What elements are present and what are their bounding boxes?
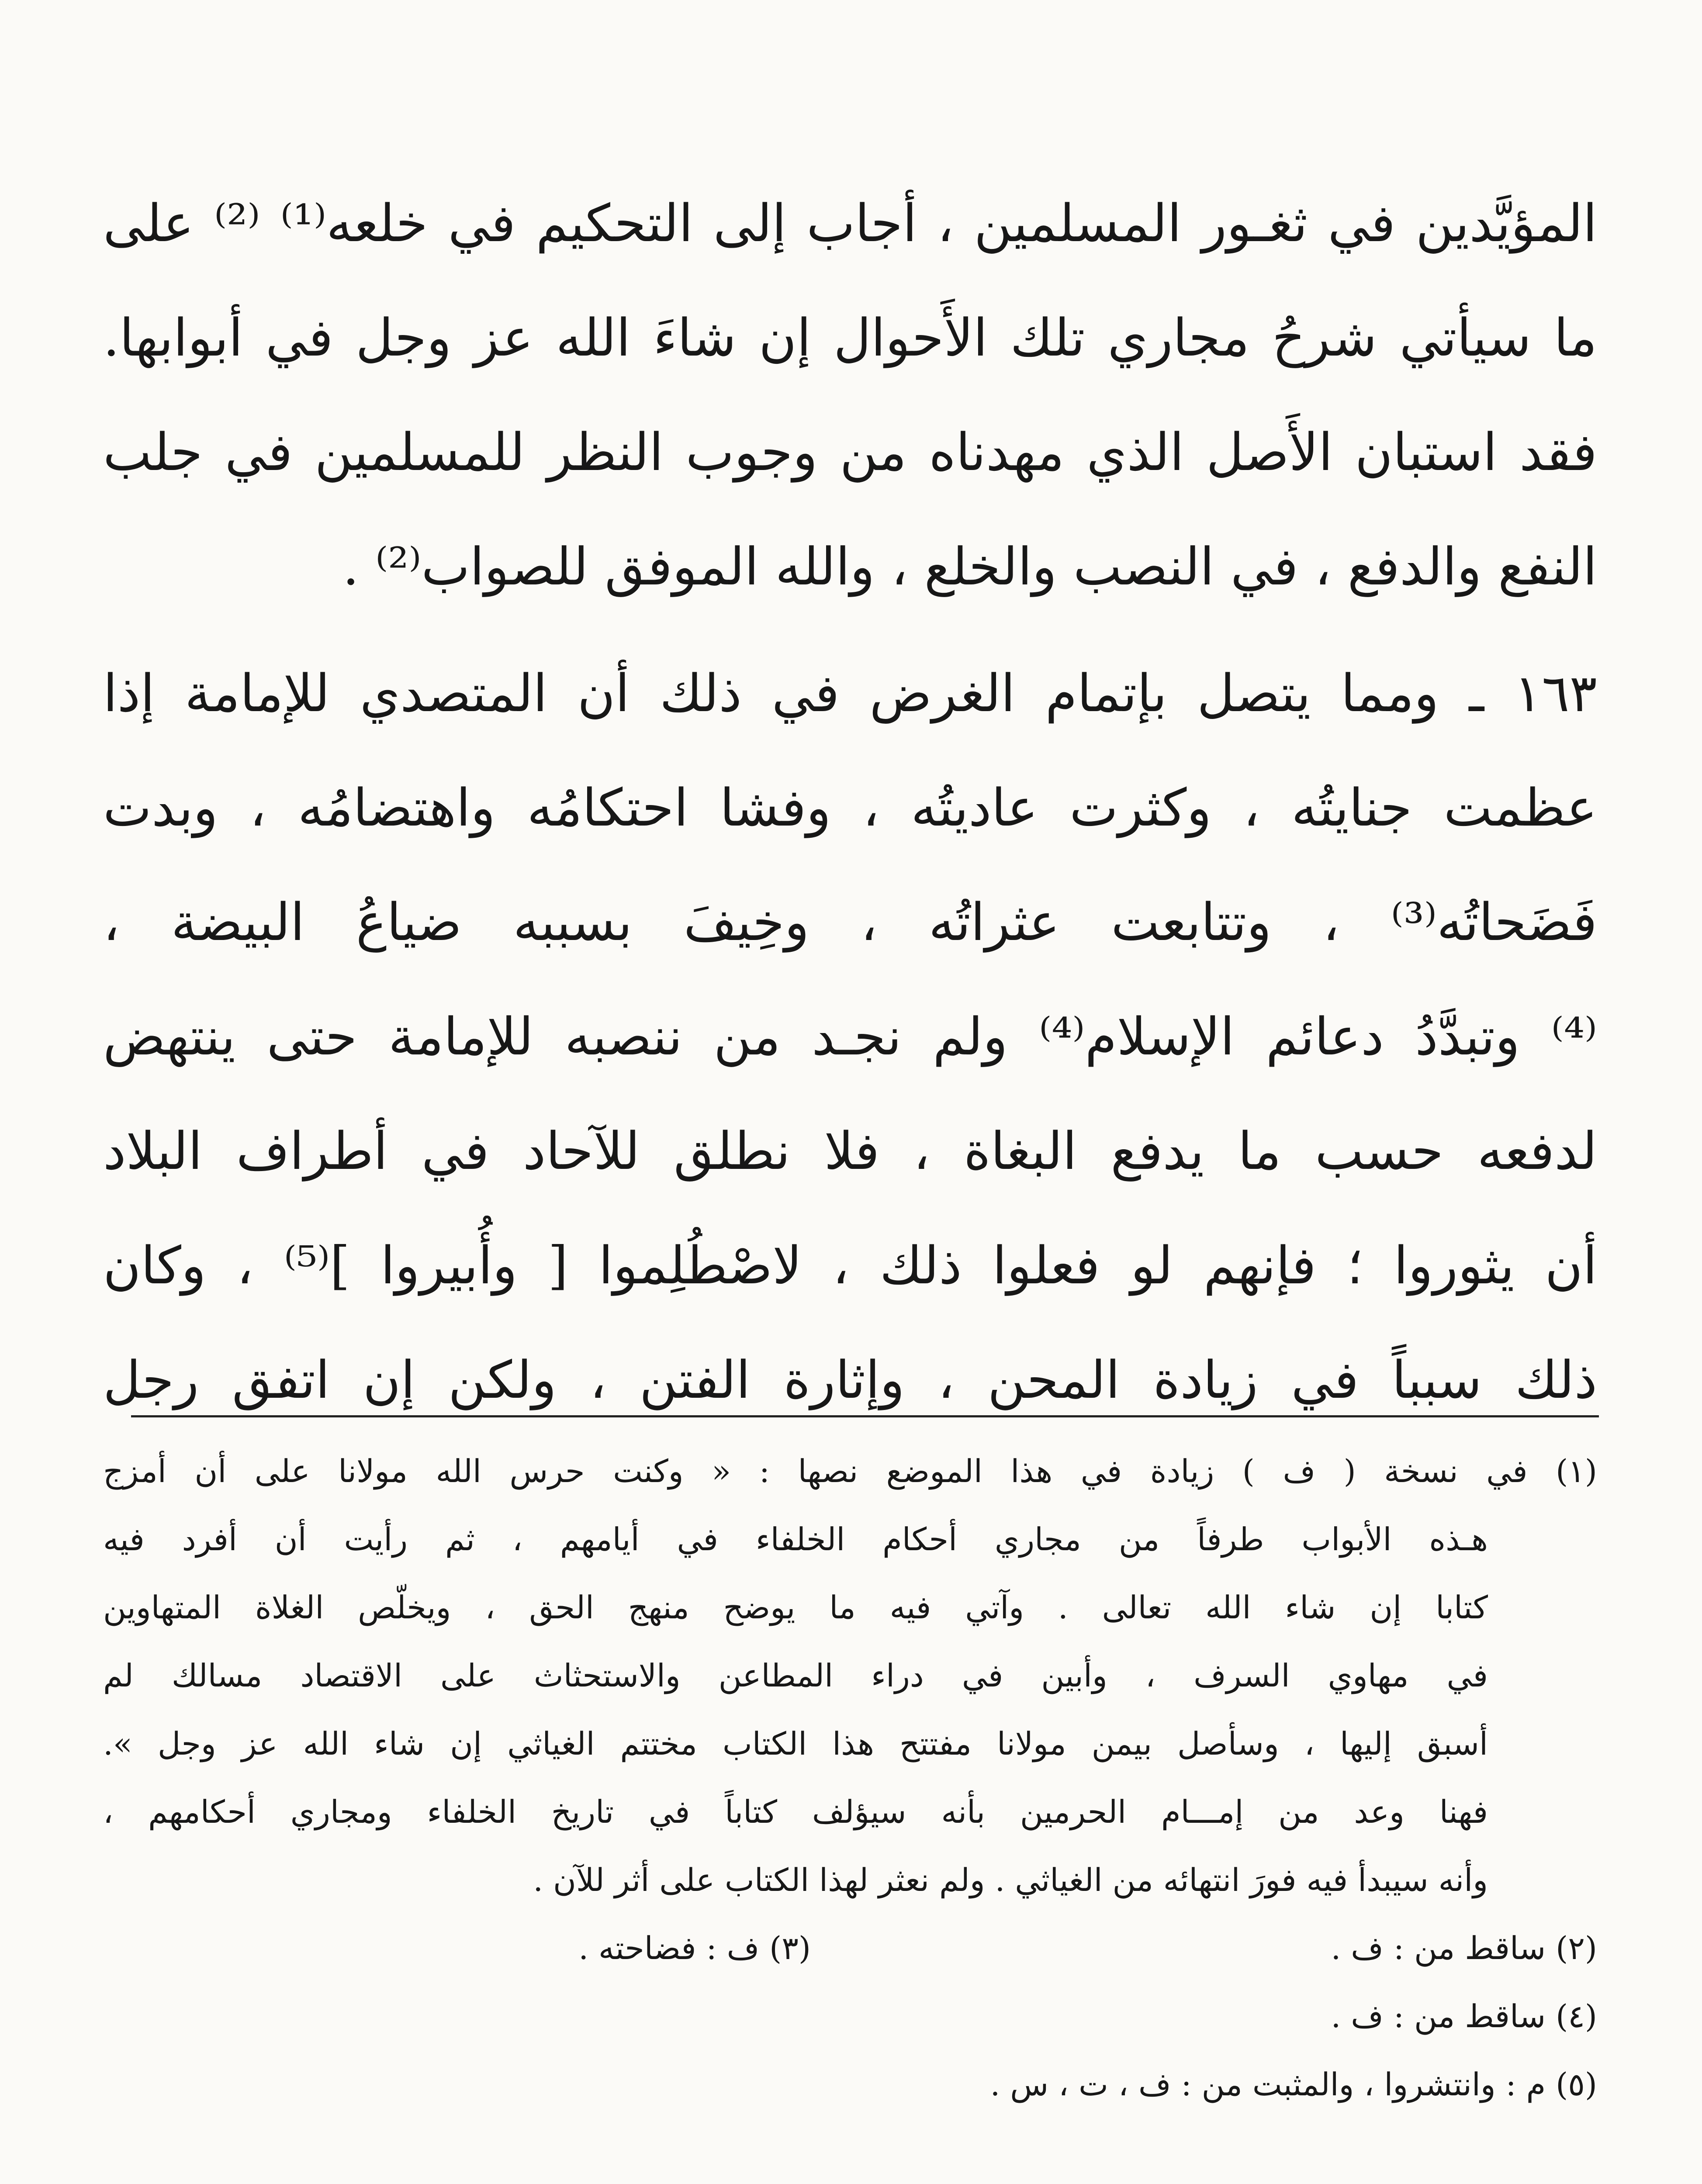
paragraph-gap xyxy=(103,624,1597,636)
main-text-line: ١٦٣ ـ ومما يتصل بإتمام الغرض في ذلك أن المتصدي للإمامة إذا xyxy=(103,663,1597,723)
main-text-line: ذلك سبباً في زيادة المحن ، وإثارة الفتن ، ولكن إن اتفق رجل xyxy=(103,1350,1597,1410)
main-text-block xyxy=(103,166,1597,1437)
main-text-line: النفع والدفع ، في النصب والخلع ، والله الموفق للصواب⁽²⁾ . xyxy=(342,536,1597,597)
footnote-1-line: كتابا إن شاء الله تعالى . وآتي فيه ما يوضح منهج الحق ، ويخلّص الغلاة المتهاوين xyxy=(103,1589,1488,1626)
footnote-divider xyxy=(131,1415,1599,1417)
main-text-line: ما سيأتي شرحُ مجاري تلك الأَحوال إن شاءَ الله عز وجل في أبوابها. xyxy=(103,308,1597,368)
main-text-line: المؤيَّدين في ثغـور المسلمين ، أجاب إلى التحكيم في خلعه⁽¹⁾ ⁽²⁾ على xyxy=(103,193,1597,253)
footnote-1-line: أسبق إليها ، وسأصل بيمن مولانا مفتتح هذا الكتاب مختتم الغياثي إن شاء الله عز وجل ». xyxy=(103,1725,1488,1762)
main-text-line: أن يثوروا ؛ فإنهم لو فعلوا ذلك ، لاصْطُلِموا [ وأُبيروا ]⁽⁵⁾ ، وكان xyxy=(103,1235,1597,1296)
footnote-5: (٥) م : وانتشروا ، والمثبت من : ف ، ت ، س . xyxy=(990,2066,1597,2103)
footnotes-block xyxy=(103,1437,1597,2118)
footnote-4: (٤) ساقط من : ف . xyxy=(1331,1998,1597,2035)
main-text-line: ⁽⁴⁾ وتبدَّدُ دعائم الإسلام⁽⁴⁾ ولم نجـد من ننصبه للإمامة حتى ينتهض xyxy=(103,1006,1597,1067)
main-text-line: عظمت جنايتُه ، وكثرت عاديتُه ، وفشا احتكامُه واهتضامُه ، وبدت xyxy=(103,778,1597,838)
footnote-2: (٢) ساقط من : ف . xyxy=(1331,1930,1597,1966)
footnote-3: (٣) ف : فضاحته . xyxy=(578,1930,811,1966)
main-text-line: لدفعه حسب ما يدفع البغاة ، فلا نطلق للآحاد في أطراف البلاد xyxy=(103,1121,1597,1181)
footnote-1-line: فهنا وعد من إمـــام الحرمين بأنه سيؤلف كتاباً في تاريخ الخلفاء ومجاري أحكامهم ، xyxy=(103,1794,1488,1830)
footnote-row-2-3 xyxy=(103,1914,1597,1982)
main-text-line: فَضَحاتُه⁽³⁾ ، وتتابعت عثراتُه ، وخِيفَ بسببه ضياعُ البيضة ، xyxy=(103,892,1597,952)
footnote-1-line: في مهاوي السرف ، وأبين في دراء المطاعن والاستحثاث على الاقتصاد مسالك لم xyxy=(103,1657,1488,1694)
footnote-1-line: هـذه الأبواب طرفاً من مجاري أحكام الخلفاء في أيامهم ، ثم رأيت أن أفرد فيه xyxy=(103,1521,1488,1558)
footnote-1-line: (١) في نسخة ( ف ) زيادة في هذا الموضع نصها : « وكنت حرس الله مولانا على أن أمزج xyxy=(103,1453,1597,1489)
footnote-1-line: وأنه سيبدأ فيه فورَ انتهائه من الغياثي . ولم نعثر لهذا الكتاب على أثر للآن . xyxy=(533,1862,1488,1898)
main-text-line: فقد استبان الأَصل الذي مهدناه من وجوب النظر للمسلمين في جلب xyxy=(103,422,1597,482)
